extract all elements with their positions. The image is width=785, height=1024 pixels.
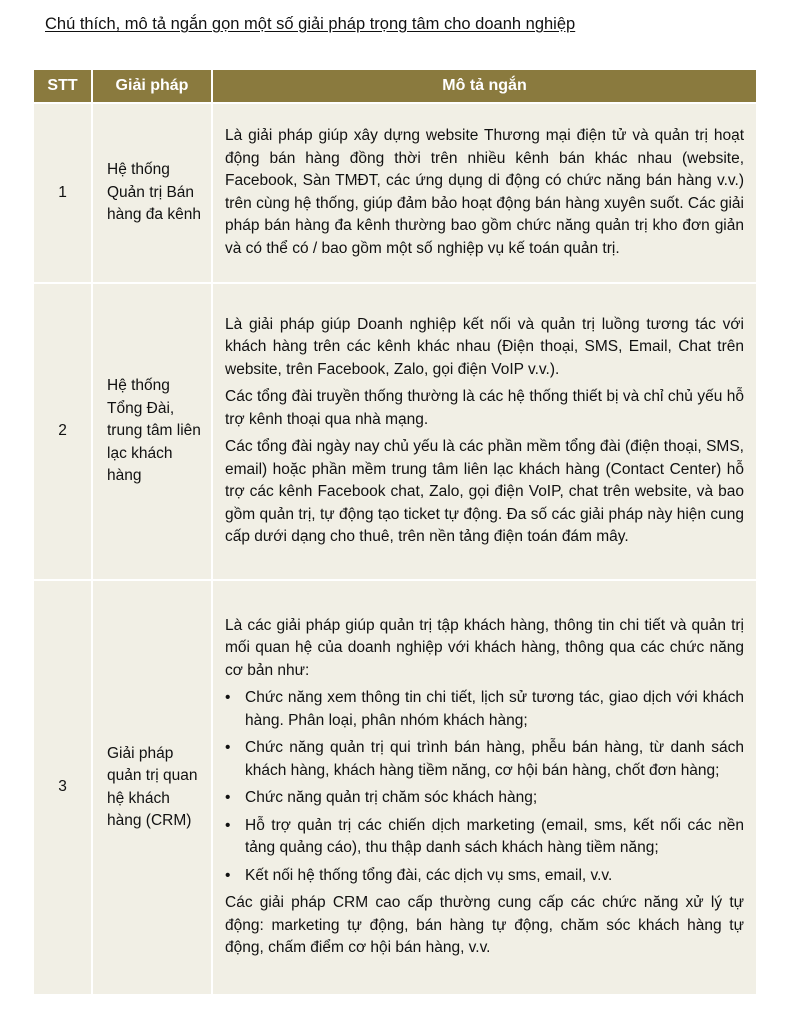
solution-description — [212, 580, 756, 994]
table-body — [34, 103, 756, 994]
table-row — [34, 103, 756, 283]
table-row — [34, 283, 756, 580]
solutions-table — [34, 70, 756, 994]
description-paragraph: Các tổng đài truyền thống thường là các hệ thống thiết bị và chỉ chủ yếu hỗ trợ kênh thoại qua nhà mạng. — [225, 388, 744, 428]
list-item — [225, 687, 744, 732]
solution-name: Giải pháp quản trị quan hệ khách hàng (CRM) — [92, 580, 212, 994]
solution-name: Hệ thống Quản trị Bán hàng đa kênh — [92, 103, 212, 283]
document-heading: Chú thích, mô tả ngắn gọn một số giải pháp trọng tâm cho doanh nghiệp — [45, 15, 576, 33]
list-item-text: Chức năng xem thông tin chi tiết, lịch sử tương tác, giao dịch với khách hàng. Phân loại, phân nhóm khách hàng; — [245, 689, 744, 729]
solution-description — [212, 283, 756, 580]
header-row — [34, 70, 756, 103]
list-item-text: Chức năng quản trị qui trình bán hàng, phễu bán hàng, từ danh sách khách hàng, khách hàng tiềm năng, cơ hội bán hàng, chốt đơn hàng; — [245, 739, 744, 779]
feature-list — [225, 687, 744, 887]
row-number: 3 — [34, 580, 92, 994]
row-number: 2 — [34, 283, 92, 580]
list-item-text: Hỗ trợ quản trị các chiến dịch marketing (email, sms, kết nối các nền tảng quảng cáo), thu thập danh sách khách hàng tiềm năng; — [245, 816, 744, 856]
bullet-icon: • — [225, 689, 231, 706]
list-item — [225, 815, 744, 860]
list-item — [225, 787, 744, 810]
description-intro: Là các giải pháp giúp quản trị tập khách hàng, thông tin chi tiết và quản trị mối quan hệ của doanh nghiệp với khách hàng, thông qua các chức năng cơ bản như: — [225, 616, 744, 679]
row-number: 1 — [34, 103, 92, 283]
description-paragraph: Là giải pháp giúp Doanh nghiệp kết nối và quản trị luồng tương tác với khách hàng trên các kênh khác nhau (Điện thoại, SMS, Email, Chat trên website, trên Facebook, Zalo, gọi điện VoIP v.v.). — [225, 315, 744, 378]
bullet-icon: • — [225, 739, 231, 756]
bullet-icon: • — [225, 816, 231, 834]
header-solution: Giải pháp — [92, 70, 212, 103]
table-header — [34, 70, 756, 103]
list-item-text: Kết nối hệ thống tổng đài, các dịch vụ sms, email, v.v. — [245, 866, 613, 884]
description-paragraph: Là giải pháp giúp xây dựng website Thương mại điện tử và quản trị hoạt động bán hàng đồng thời trên nhiều kênh bán khác nhau (website, Facebook, Sàn TMĐT, các ứng dụng di động có chức năng bán hàng v.v.) trên cùng hệ thống, giúp đảm bảo hoạt động bán hàng xuyên suốt. Các giải pháp bán hàng đa kênh thường bao gồm chức năng quản trị kho đơn giản và có thể có / bao gồm một số nghiệp vụ kế toán quản trị. — [225, 127, 744, 257]
bullet-icon: • — [225, 866, 231, 884]
solution-description — [212, 103, 756, 283]
description-paragraph: Các tổng đài ngày nay chủ yếu là các phần mềm tổng đài (điện thoại, SMS, email) hoặc phần mềm trung tâm liên lạc khách hàng (Contact Center) hỗ trợ các kênh Facebook chat, Zalo, gọi điện VoIP, chat trên website, và bao gồm quản trị, tự động tạo ticket tự động. Đa số các giải pháp này hiện cung cấp dưới dạng cho thuê, trên nền tảng điện toán đám mây. — [225, 438, 744, 545]
description-outro: Các giải pháp CRM cao cấp thường cung cấp các chức năng xử lý tự động: marketing tự động, bán hàng tự động, chăm sóc khách hàng tự động, chấm điểm cơ hội bán hàng, v.v. — [225, 894, 744, 956]
header-description: Mô tả ngắn — [212, 70, 756, 103]
header-stt: STT — [34, 70, 92, 103]
list-item — [225, 865, 744, 888]
table-row — [34, 580, 756, 994]
bullet-icon: • — [225, 789, 231, 806]
solution-name: Hệ thống Tổng Đài, trung tâm liên lạc khách hàng — [92, 283, 212, 580]
list-item — [225, 737, 744, 782]
list-item-text: Chức năng quản trị chăm sóc khách hàng; — [245, 789, 538, 806]
